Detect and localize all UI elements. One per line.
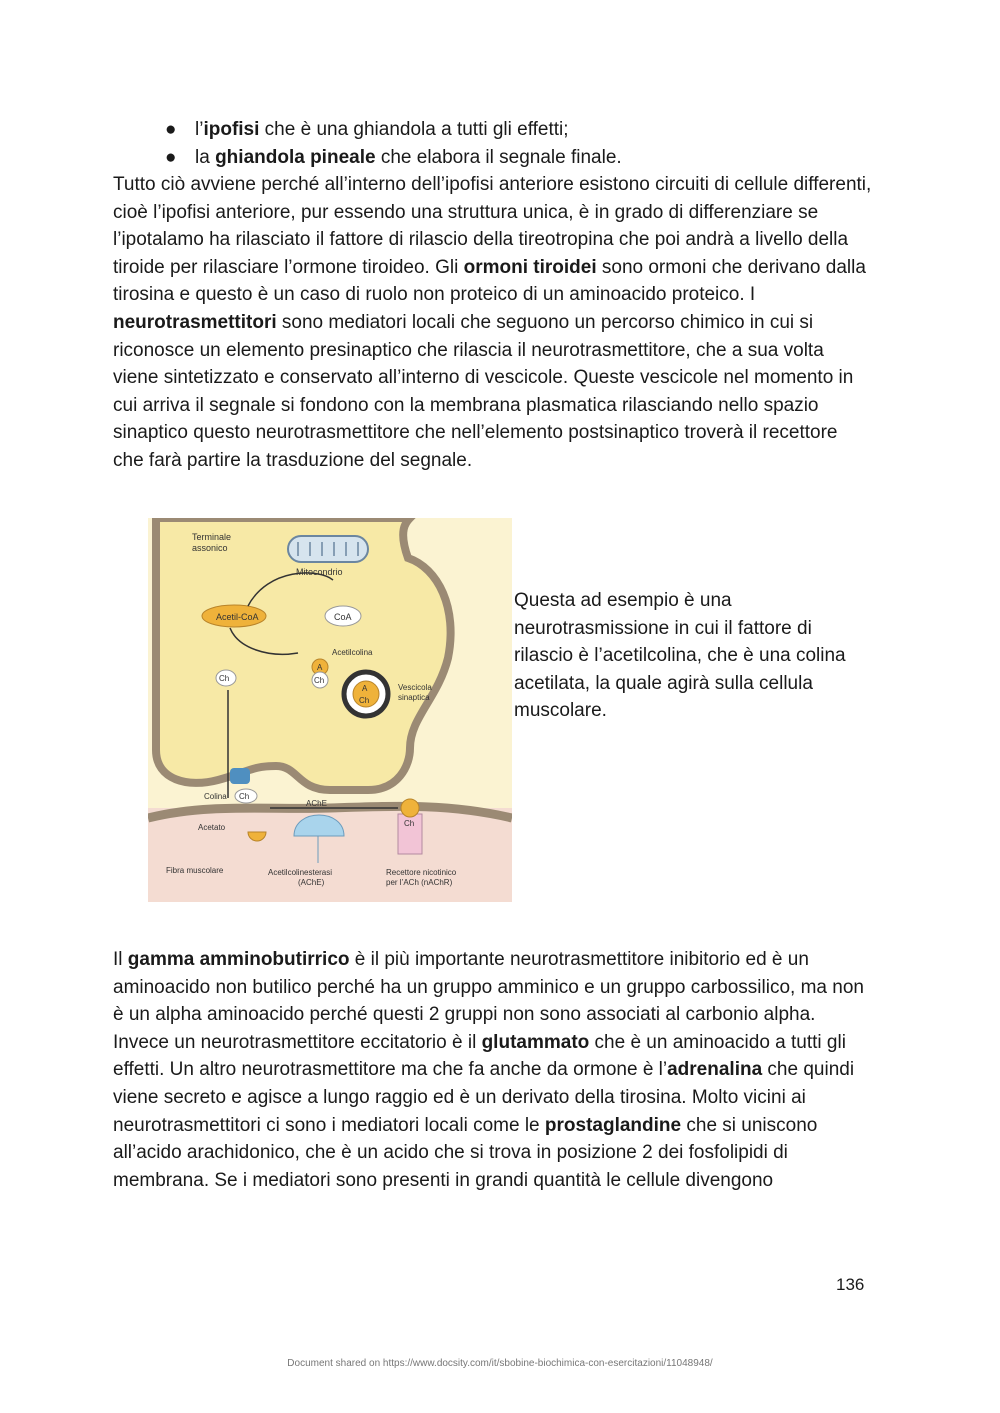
vesicle-icon [344, 672, 388, 716]
paragraph-text: che si uniscono all’acido arachidonico, che è un acido che si trova in posizione 2 dei fosfolipidi di membrana. Se i mediatori sono presenti in grandi quantità le cellule divengono [113, 1114, 818, 1191]
bullet-dot-icon: ● [165, 119, 177, 140]
bullet-text: l’ [195, 119, 204, 140]
label-muscle-fiber: Fibra muscolare [166, 866, 224, 875]
bullet-text: che elabora il segnale finale. [375, 146, 622, 168]
bullet-dot-icon: ● [165, 146, 177, 168]
label-acetyl-coa: Acetil-CoA [216, 612, 259, 622]
paragraph-text: Il [113, 949, 128, 970]
bold-term: neurotrasmettitori [113, 311, 277, 333]
paragraph-text: sono mediatori locali che seguono un percorso chimico in cui si riconosce un elemento presinaptico che rilascia il neurotrasmettitore, che a sua volta viene sintetizzato e conservato all’interno di vescicole. Queste vescicole nel momento in cui arriva il segnale si fondono con la membrana plasmatica rilasciando nello spazio sinaptico questo neurotrasmettitore che nell’elemento postsinaptico troverà il recettore che farà partire la trasduzione del segnale. [113, 311, 854, 471]
bullet-text: la [195, 146, 216, 168]
label-enzyme: (AChE) [298, 878, 325, 887]
choline-transporter-icon [230, 768, 250, 784]
paragraph-text: che è un aminoacido a tutti gli effetti. Un altro neurotrasmettitore ma che fa anche da ormone è l’ [113, 1031, 846, 1081]
label-receptor: per l’ACh (nAChR) [386, 878, 453, 887]
label-vesicle: sinaptica [398, 693, 430, 702]
label-ch: Ch [359, 696, 370, 705]
figure-caption: Questa ad esempio è una neurotrasmissione in cui il fattore di rilascio è l’acetilcolina, che è una colina acetilata, la quale agirà sulla cellula muscolare. [514, 590, 846, 722]
bold-term: gamma amminobutirrico [127, 949, 350, 970]
label-ch: Ch [219, 674, 230, 683]
bullet-term: ipofisi [203, 119, 260, 140]
label-vesicle: Vescicola [398, 683, 432, 692]
mitochondrion-icon [288, 536, 368, 562]
label-receptor: Recettore nicotinico [386, 868, 457, 877]
label-acetylcholine: Acetilcolina [332, 648, 373, 657]
synapse-figure [148, 518, 512, 902]
bullet-list [165, 116, 885, 171]
label-mitochondrion: Mitocondrio [296, 567, 343, 577]
label-ache: AChE [306, 799, 327, 808]
label-a: A [362, 684, 368, 693]
bold-term: glutammato [481, 1031, 590, 1053]
paragraph-text: che quindi viene secreto e agisce a lungo raggio ed è un derivato della tirosina. Molto vicini ai neurotrasmettitori ci sono i mediatori locali come le [113, 1059, 855, 1136]
label-enzyme: Acetilcolinesterasi [268, 868, 333, 877]
bold-term: adrenalina [667, 1059, 763, 1081]
paragraph-text: è il più importante neurotrasmettitore inibitorio ed è un aminoacido non butilico perché ha un gruppo amminico e un gruppo carbossilico, ma non è un alpha aminoacido perché questi 2 gruppi non sono associati al carbonio alpha. Invece un neurotrasmettitore eccitatorio è il [113, 949, 864, 1053]
bold-term: prostaglandine [544, 1114, 682, 1136]
paragraph-gaba [113, 946, 873, 1194]
label-terminal: Terminale [192, 532, 232, 542]
bullet-text: che è una ghiandola a tutti gli effetti; [259, 119, 569, 140]
label-ch: Ch [404, 819, 415, 828]
bullet-term: ghiandola pineale [215, 146, 376, 168]
page-number: 136 [836, 1275, 865, 1294]
paragraph-text: Tutto ciò avviene perché all’interno dell’ipofisi anteriore esistono circuiti di cellule differenti, cioè l’ipofisi anteriore, pur essendo una struttura unica, è in grado di differenziare se l’ipotalamo ha rilasciato il fattore di rilascio della tireotropina che poi andrà a livello della tiroide per rilasciare l’ormone tiroideo. Gli [113, 174, 872, 278]
paragraph-text: sono ormoni che derivano dalla tirosina e questo è un caso di ruolo non proteico di un aminoacido proteico. I [113, 256, 866, 306]
label-ch: Ch [239, 792, 250, 801]
label-coa: CoA [334, 612, 352, 622]
label-acetate: Acetato [198, 823, 226, 832]
label-ch: Ch [314, 676, 325, 685]
paragraph-neurotransmission [113, 171, 873, 475]
label-terminal: assonico [192, 543, 228, 553]
bullet-item-pineale [165, 144, 885, 172]
bullet-item-ipofisi [165, 116, 885, 144]
label-choline: Colina [204, 792, 227, 801]
label-a: A [317, 663, 323, 672]
footer-source: Document shared on https://www.docsity.com/it/sbobine-biochimica-con-esercitazioni/11048948/ [287, 1358, 713, 1369]
bold-term: ormoni tiroidei [463, 256, 597, 278]
